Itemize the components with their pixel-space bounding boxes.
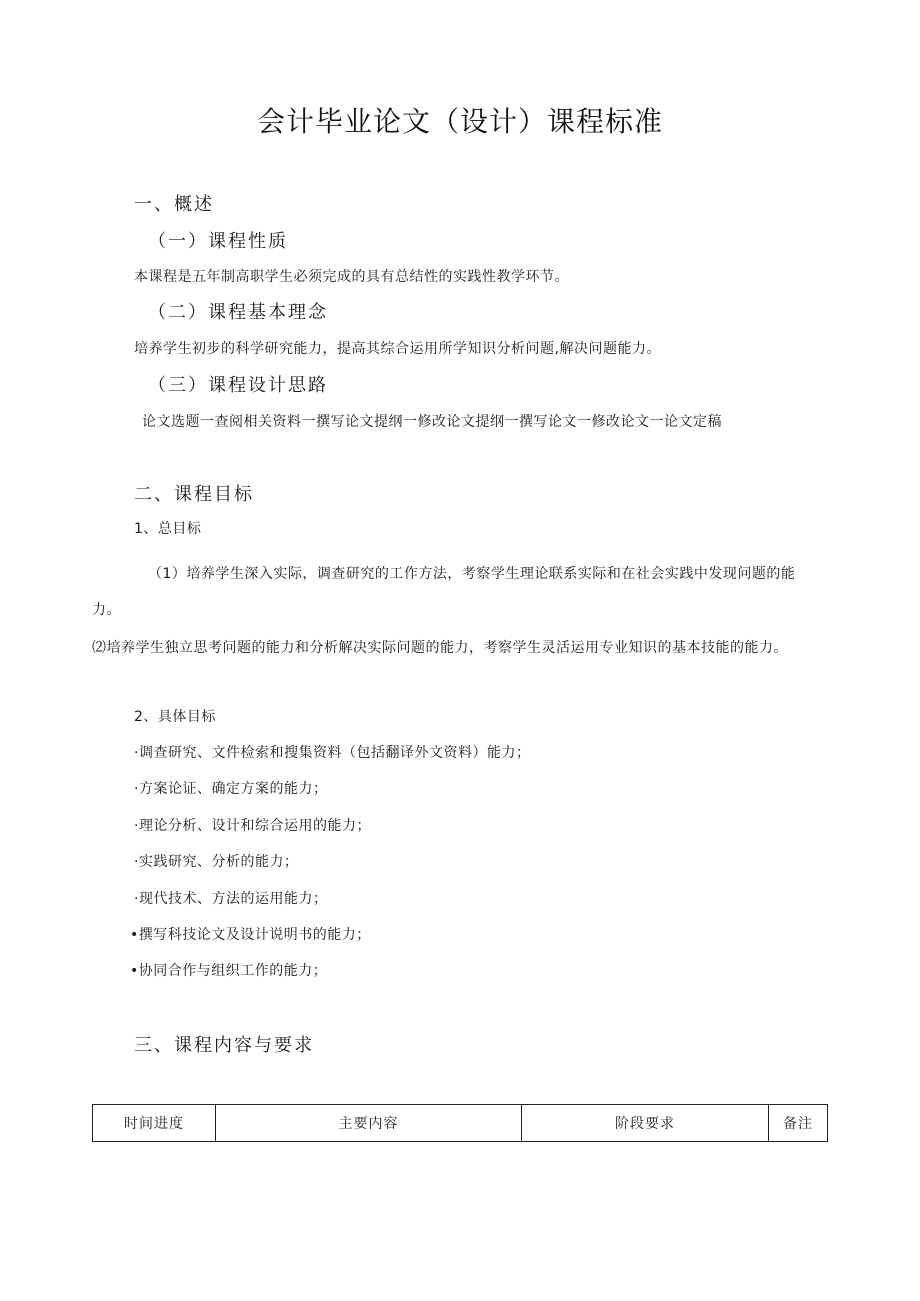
section-1-3-heading: （三）课程设计思路 — [148, 375, 328, 396]
specific-goal-item: ·现代技术、方法的运用能力； — [134, 891, 328, 907]
table-header-requirement: 阶段要求 — [522, 1105, 769, 1141]
table-header-time: 时间进度 — [93, 1105, 216, 1141]
section-2-heading: 二、课程目标 — [134, 484, 254, 505]
specific-goal-heading: 2、具体目标 — [134, 709, 216, 725]
section-3-heading: 三、课程内容与要求 — [134, 1035, 314, 1056]
section-1-heading: 一、概述 — [134, 194, 214, 215]
specific-goal-item: ·实践研究、分析的能力； — [134, 854, 299, 870]
specific-goal-item: •协同合作与组织工作的能力； — [130, 963, 328, 979]
table-header-remark: 备注 — [783, 1116, 813, 1132]
specific-goal-item: ·调查研究、文件检索和搜集资料（包括翻译外文资料）能力； — [134, 745, 531, 761]
specific-goal-item: ·理论分析、设计和综合运用的能力； — [134, 818, 371, 834]
section-1-2-heading: （二）课程基本理念 — [148, 302, 328, 323]
document-title: 会计毕业论文（设计）课程标准 — [256, 105, 663, 138]
section-1-1-heading: （一）课程性质 — [148, 231, 288, 252]
table-header-content: 主要内容 — [216, 1105, 522, 1141]
overall-goal-item-1-text: （1）培养学生深入实际，调查研究的工作方法，考察学生理论联系实际和在社会实践中发现问题的能力。 — [92, 566, 796, 618]
section-1-2-text: 培养学生初步的科学研究能力，提高其综合运用所学知识分析问题,解决问题能力。 — [134, 341, 661, 357]
course-content-table — [92, 1104, 828, 1142]
section-1-1-text: 本课程是五年制高职学生必须完成的具有总结性的实践性教学环节。 — [134, 269, 569, 285]
overall-goal-heading: 1、总目标 — [134, 521, 202, 537]
section-1-3-text: 论文选题一查阅相关资料一撰写论文提纲一修改论文提纲一撰写论文一修改论文一论文定稿 — [142, 414, 722, 430]
overall-goal-item-2: ⑵培养学生独立思考问题的能力和分析解决实际问题的能力，考察学生灵活运用专业知识的基本技能的能力。 — [92, 640, 788, 656]
specific-goal-item: •撰写科技论文及设计说明书的能力； — [130, 927, 371, 943]
overall-goal-item-1 — [92, 556, 816, 628]
specific-goal-item: ·方案论证、确定方案的能力； — [134, 781, 328, 797]
